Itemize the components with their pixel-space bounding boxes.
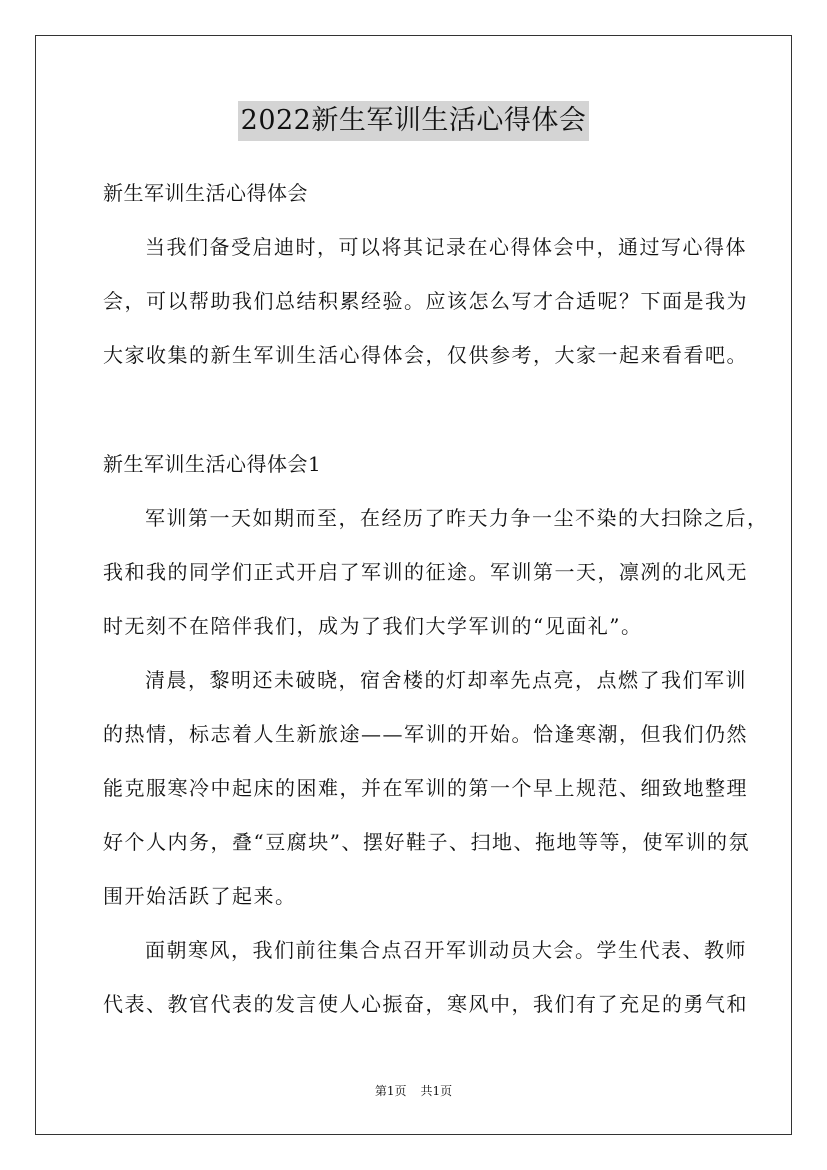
title-container <box>0 101 827 141</box>
body-paragraph <box>103 653 750 923</box>
page-footer <box>0 1082 827 1099</box>
page-number: 第1页 <box>374 1084 407 1098</box>
text-line: 当我们备受启迪时，可以将其记录在心得体会中，通过写心得体 <box>145 235 747 259</box>
text-line: 代表、教官代表的发言使人心振奋，寒风中，我们有了充足的勇气和 <box>103 992 748 1016</box>
text-line: 围开始活跃了起来。 <box>103 884 297 908</box>
section-heading: 新生军训生活心得体会 <box>103 181 308 205</box>
text-line: 面朝寒风，我们前往集合点召开军训动员大会。学生代表、教师 <box>145 938 747 962</box>
page-title: 2022新生军训生活心得体会 <box>238 101 590 141</box>
text-line: 会，可以帮助我们总结积累经验。应该怎么写才合适呢？下面是我为 <box>103 289 748 313</box>
body-paragraph <box>103 491 769 653</box>
page-total: 共1页 <box>420 1084 453 1098</box>
text-line: 我和我的同学们正式开启了军训的征途。军训第一天，凛冽的北风无 <box>103 560 748 584</box>
text-line: 清晨，黎明还未破晓，宿舍楼的灯却率先点亮，点燃了我们军训 <box>145 668 747 692</box>
text-line: 大家收集的新生军训生活心得体会，仅供参考，大家一起来看看吧。 <box>103 343 748 367</box>
text-line: 的热情，标志着人生新旅途——军训的开始。恰逢寒潮，但我们仍然 <box>103 722 748 746</box>
text-line: 军训第一天如期而至，在经历了昨天力争一尘不染的大扫除之后， <box>145 506 769 530</box>
section-heading: 新生军训生活心得体会1 <box>103 452 322 476</box>
body-paragraph <box>103 923 748 1031</box>
intro-paragraph <box>103 220 748 382</box>
text-line: 好个人内务，叠“豆腐块”、摆好鞋子、扫地、拖地等等，使军训的氛 <box>103 830 750 854</box>
text-line: 能克服寒冷中起床的困难，并在军训的第一个早上规范、细致地整理 <box>103 776 748 800</box>
text-line: 时无刻不在陪伴我们，成为了我们大学军训的“见面礼”。 <box>103 614 643 638</box>
